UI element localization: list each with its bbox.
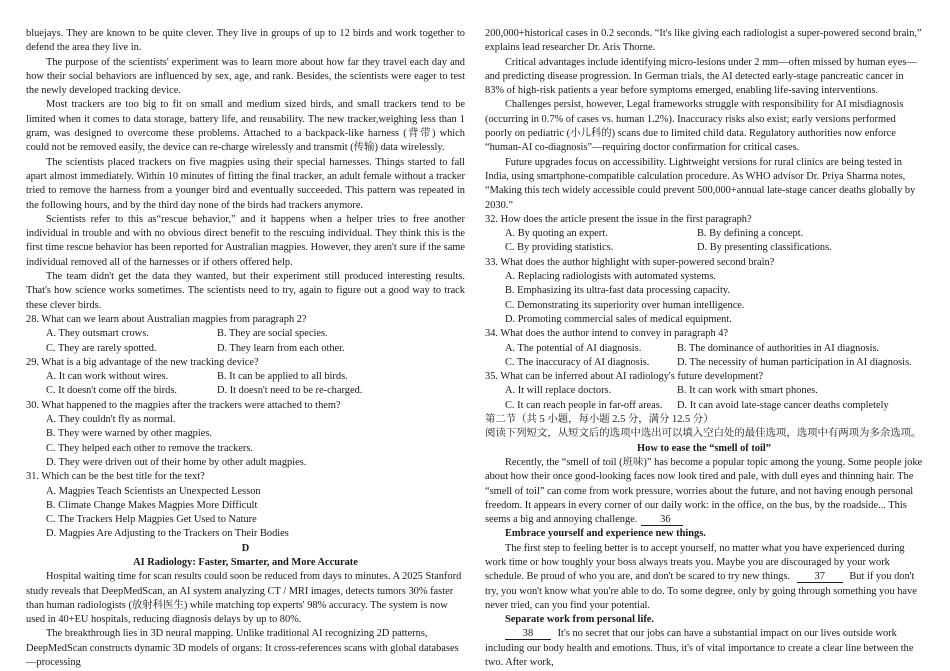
option: D. Magpies Are Adjusting to the Trackers on Their Bodies [46,528,289,540]
paragraph: bluejays. They are known to be quite clever. They live in groups of up to 12 birds and work together to defend the area they live in. [26,28,465,54]
paragraph: The team didn't get the data they wanted, but their experiment still produced interesting results. That's how science works sometimes. The scientists need to try, again to figure out a good way to track these clever birds. [26,271,465,311]
option: A. They couldn't fly as normal. [46,414,176,426]
option: A. By quoting an expert. [505,228,608,240]
option: D. It doesn't need to be re-charged. [217,385,363,397]
option: C. The Trackers Help Magpies Get Used to Nature [46,514,257,526]
option: D. It can avoid late-stage cancer deaths completely [677,399,889,411]
subheading: Separate work from personal life. [505,614,655,626]
left-column [26,27,465,670]
paragraph-text: It's no secret that our jobs can have a substantial impact on our lives outside work including our body health and emotions. Thus, it's of vital importance to create a clear line between the two. After work, [485,628,914,669]
option: D. The necessity of human participation in AI diagnosis. [677,356,912,368]
option: C. By providing statistics. [505,242,614,254]
option: A. The potential of AI diagnosis. [505,342,642,354]
option: A. Magpies Teach Scientists an Unexpected Lesson [46,485,261,497]
paragraph: Future upgrades focus on accessibility. Lightweight versions for rural clinics are being tested in India, using smartphone-compatible calculation procedure. As WHO advisor Dr. Priya Sharma notes, “Making this tech widely accessible could prevent 500,000+annual late-stage cancer deaths globally by 2030.” [485,156,916,211]
option-row [485,399,923,413]
option: B. Climate Change Makes Magpies More Difficult [46,499,258,511]
question: 29. What is a big advantage of the new tracking device? [26,356,259,368]
option: A. They outsmart crows. [46,328,149,340]
option: B. It can be applied to all birds. [217,371,348,383]
option: C. They are rarely spotted. [46,342,157,354]
option-row [485,384,923,398]
option: A. It will replace doctors. [505,385,612,397]
paragraph-text: Recently, the “smell of toil (班味)” has become a popular topic among the young. Some people joke about how their once good-looking faces now look tired and pale, with dull eyes and thinning hair. The “smell of toil” can come from work pressure, worries about the future, and not having enough personal freedom. It appears in every corner of our daily work: in the office, on the bus, by the roadside... This seems a big and annoying challenge. [485,456,923,526]
paragraph: The purpose of the scientists' experiment was to learn more about how far they travel each day and how their social behaviors are influenced by sex, age, and rank. Besides, the scientists were eager to test the newly developed tracking device. [26,56,465,97]
option-row [26,370,465,384]
option-row [26,384,465,398]
option: D. They were driven out of their home by other adult magpies. [46,456,307,468]
option: B. Emphasizing its ultra-fast data processing capacity. [505,285,730,297]
paragraph [485,542,923,613]
option: C. It can reach people in far-off areas. [505,399,663,411]
paragraph: Challenges persist, however, Legal frameworks struggle with responsibility for AI misdiagnosis (occurring in 0.7% of cases vs. human 1.2%). Inaccuracy risks also exist; early versions performed poorly on pediatric (小儿科的) scans due to limited child data. Regulatory authorities now enforce “human-AI co-diagnosis”—requiring doctor confirmation for critical cases. [485,99,904,154]
question: 33. What does the author highlight with super-powered second brain? [485,256,775,268]
paragraph: The scientists placed trackers on five magpies using their special harnesses. Things started to fall apart almost immediately. Within 10 minutes of fitting the final tracker, an adult female without a tracker tried to remove the harness from a younger bird and eventually succeeded. This pattern was repeated in the following hours, and by the third day none of the birds had trackers anymore. [26,156,465,211]
option: D. They learn from each other. [217,342,345,354]
paragraph: Critical advantages include identifying micro-lesions under 2 mm—often missed by human eyes—and predicting disease progression. In German trials, the AI detected early-stage pancreatic cancer in 83% of high-risk patients a year before symptoms emerged, enabling life-saving interventions. [485,56,917,97]
option-row [26,327,465,341]
subheading: Embrace yourself and experience new things. [505,528,706,540]
paragraph: Hospital waiting time for scan results could soon be reduced from days to minutes. A 2025 Stanford study reveals that DeepMedScan, an AI system analyzing CT / MRI images, detects tumors 30% faster than human radiologists (放射科医生) while matching top experts' 98% accuracy. The system is now used in 40+EU hospitals, reducing diagnosis delays by up to 80%. [26,571,462,626]
question: 32. How does the article present the issue in the first paragraph? [485,213,752,225]
question: 阅读下列短文，从短文后的选项中选出可以填入空白处的最佳选项，选项中有两项为多余选项。 [485,428,922,440]
right-column [485,27,923,670]
option: A. It can work without wires. [46,371,169,383]
option: B. The dominance of authorities in AI diagnosis. [677,342,880,354]
heading: How to ease the “smell of toil” [637,442,771,454]
question: 34. What does the author intend to convey in paragraph 4? [485,328,729,340]
option: C. It doesn't come off the birds. [46,385,177,397]
paragraph [485,456,923,527]
heading: D [241,542,250,554]
option: C. Demonstrating its superiority over human intelligence. [505,299,745,311]
answer-blank-36: 36 [641,514,683,526]
option-row [26,342,465,356]
option-row [485,227,923,241]
paragraph: 200,000+historical cases in 0.2 seconds. “It's like giving each radiologist a super-powered second brain,” explains lead researcher Dr. Aris Thorne. [485,28,922,54]
option-row [485,342,923,356]
question: 31. Which can be the best title for the text? [26,471,205,483]
question: 35. What can be inferred about AI radiology's future development? [485,371,764,383]
option: D. Promoting commercial sales of medical equipment. [505,313,732,325]
answer-blank-38: 38 [505,628,551,640]
question: 28. What can we learn about Australian magpies from paragraph 2? [26,313,307,325]
option: B. They are social species. [217,328,328,340]
option: D. By presenting classifications. [697,242,832,254]
paragraph: Scientists refer to this as“rescue behavior,” and it happens when a helper tries to free another individual in trouble and with no obvious direct benefit to the rescuing individual. They think this is the first time rescue behavior has been reported for Australian magpies. However, they aren't sure if the same individual removed all of the harnesses or if others offered help. [26,213,465,268]
option: A. Replacing radiologists with automated systems. [505,271,716,283]
option: B. By defining a concept. [697,228,804,240]
paragraph-text: But if you don't try, you won't know what you're able to do. To some degree, only by going through something you have never tried, can you find your potential. [485,571,917,611]
paragraph: Most trackers are too big to fit on small and medium sized birds, and small trackers tend to be limited when it comes to data storage, battery life, and reusability. The new tracker,weighing less than 1 gram, was designed to overcome these problems. Attached to a backpack-like harness (背带) which could not be removed easily, the device can re-charge wirelessly and transmit (传输) data wirelessly. [26,99,465,154]
paragraph: The breakthrough lies in 3D neural mapping. Unlike traditional AI recognizing 2D patterns, DeepMedScan constructs dynamic 3D models of organs: It cross-references scans with global databases—processing [26,628,459,669]
option: C. They helped each other to remove the trackers. [46,442,253,454]
option-row [485,241,923,255]
question: 30. What happened to the magpies after the trackers were attached to them? [26,399,341,411]
paragraph [485,627,923,670]
option: B. They were warned by other magpies. [46,428,213,440]
paragraph-text: The first step to feeling better is to accept yourself, no matter what you have experienced during work time or how toughly your boss always treats you. Maybe you are discouraged by your work schedule. Be proud of who you are, and don't be scared to try new things. [485,542,905,583]
option: B. It can work with smart phones. [677,385,818,397]
answer-blank-37: 37 [797,571,843,583]
heading: AI Radiology: Faster, Smarter, and More Accurate [133,556,358,568]
option-row [485,356,923,370]
question: 第二节（共 5 小题，每小题 2.5 分，满分 12.5 分） [485,414,714,426]
option: C. The inaccuracy of AI diagnosis. [505,356,650,368]
